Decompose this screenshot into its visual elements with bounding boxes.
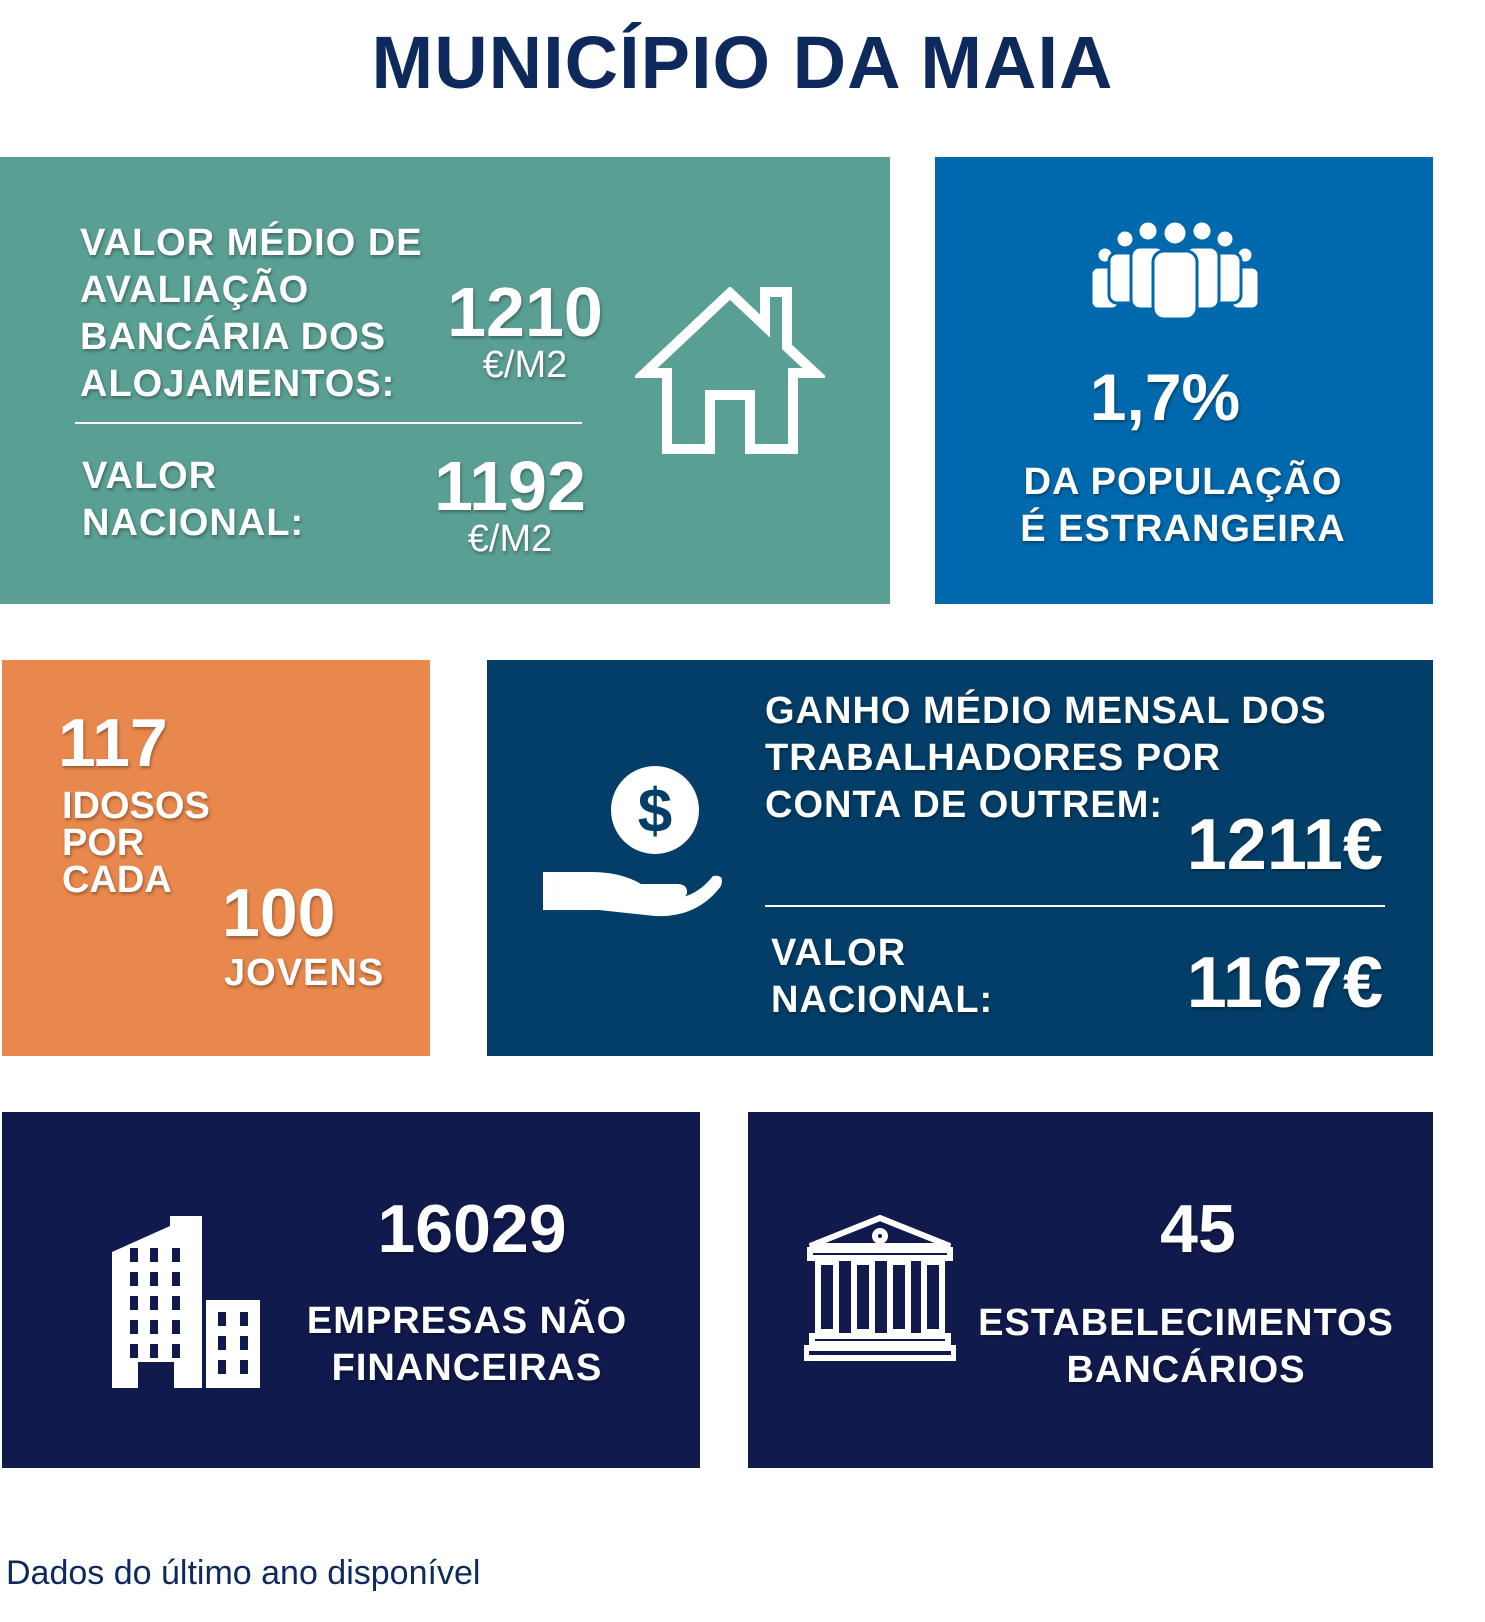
companies-label-line: EMPRESAS NÃO bbox=[306, 1300, 628, 1342]
housing-label-line: BANCÁRIA DOS bbox=[80, 316, 387, 358]
earnings-divider bbox=[765, 905, 1385, 907]
banks-value: 45 bbox=[1160, 1191, 1236, 1267]
earnings-national-label-line: NACIONAL: bbox=[771, 979, 994, 1021]
companies-value: 16029 bbox=[377, 1191, 567, 1267]
house-icon bbox=[635, 287, 825, 457]
banks-panel bbox=[748, 1112, 1433, 1468]
companies-label bbox=[297, 1298, 637, 1392]
ageing-label-2: JOVENS bbox=[224, 952, 385, 994]
earnings-label-line: TRABALHADORES POR bbox=[765, 737, 1222, 779]
housing-national-unit: €/M2 bbox=[467, 518, 553, 560]
bank-building-icon bbox=[804, 1214, 956, 1366]
housing-unit: €/M2 bbox=[482, 344, 568, 386]
ageing-panel bbox=[2, 660, 430, 1056]
ageing-value: 117 bbox=[58, 705, 168, 781]
foreigners-label-line: É ESTRANGEIRA bbox=[1020, 508, 1346, 550]
earnings-label-line: GANHO MÉDIO MENSAL DOS bbox=[765, 690, 1327, 732]
ageing-label-line: CADA bbox=[62, 859, 172, 901]
ageing-value-2: 100 bbox=[222, 875, 336, 951]
housing-national-value: 1192 bbox=[434, 447, 586, 525]
companies-panel bbox=[2, 1112, 700, 1468]
hand-coin-dollar-icon bbox=[537, 760, 727, 920]
svg-text:$: $ bbox=[637, 777, 673, 846]
ageing-label bbox=[62, 785, 210, 901]
housing-label bbox=[80, 220, 423, 408]
foreigners-label bbox=[935, 459, 1431, 553]
housing-panel bbox=[0, 157, 890, 604]
banks-label-line: ESTABELECIMENTOS bbox=[978, 1302, 1394, 1344]
housing-national-label-line: NACIONAL: bbox=[82, 502, 305, 544]
housing-label-line: VALOR MÉDIO DE bbox=[80, 222, 423, 264]
people-group-icon bbox=[1085, 217, 1265, 322]
page-title: MUNICÍPIO DA MAIA bbox=[371, 21, 1114, 104]
foreigners-label-line: DA POPULAÇÃO bbox=[1023, 461, 1343, 503]
ageing-label-line: IDOSOS bbox=[62, 785, 210, 827]
footer-note: Dados do último ano disponível bbox=[6, 1554, 481, 1592]
foreigners-panel bbox=[935, 157, 1433, 604]
housing-divider bbox=[75, 422, 582, 424]
earnings-label-line: CONTA DE OUTREM: bbox=[765, 784, 1164, 826]
foreigners-value: 1,7% bbox=[1089, 360, 1241, 434]
banks-label-line: BANCÁRIOS bbox=[1066, 1349, 1306, 1391]
banks-label bbox=[966, 1300, 1406, 1394]
earnings-national-label-line: VALOR bbox=[771, 932, 907, 974]
housing-label-line: ALOJAMENTOS: bbox=[80, 363, 396, 405]
earnings-value: 1211€ bbox=[1186, 805, 1383, 885]
housing-value: 1210 bbox=[447, 273, 603, 351]
companies-label-line: FINANCEIRAS bbox=[331, 1347, 603, 1389]
housing-national-label bbox=[82, 453, 304, 547]
earnings-national-label bbox=[771, 930, 993, 1024]
earnings-panel bbox=[487, 660, 1433, 1056]
housing-label-line: AVALIAÇÃO bbox=[80, 269, 310, 311]
ageing-label-line: POR bbox=[62, 822, 145, 864]
office-building-icon bbox=[110, 1212, 262, 1392]
earnings-national-value: 1167€ bbox=[1186, 943, 1383, 1023]
housing-national-label-line: VALOR bbox=[82, 455, 218, 497]
